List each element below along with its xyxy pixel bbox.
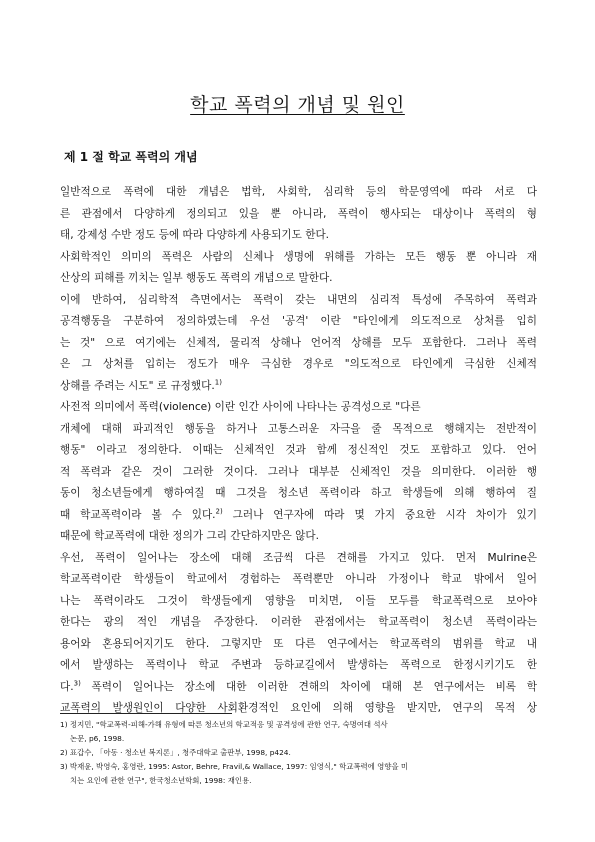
body-line <box>60 634 537 656</box>
body-line <box>60 526 537 548</box>
body-line-text: 태, 강제성 수반 정도 등에 따라 다양하게 사용되기도 한다. <box>60 229 330 241</box>
body-line <box>60 333 537 355</box>
footnote-line: 3) 박재윤, 박영숙, 홍영란, 1995: Astor, Behre, Fravil,& Wallace, 1997: 임영식," 학교폭력에 영향을 미 <box>60 762 409 771</box>
footnote-divider <box>60 713 232 714</box>
body-line-text: 산상의 피해를 끼치는 일부 행동도 폭력의 개념으로 말한다. <box>60 272 333 284</box>
body-line <box>60 225 537 247</box>
body-line-text: 행동" 이라고 정의한다. 이때는 신체적인 것과 함께 정신적인 것도 포함하고 있다. 언어 <box>60 444 537 456</box>
body-line-text: 교폭력의 발생원인이 다양한 사회환경적인 요인에 의해 영향을 받지만, 연구의 목적 상 <box>60 702 537 714</box>
footnote-marker: 2) <box>215 506 223 515</box>
body-line <box>60 591 537 613</box>
body-line <box>60 182 537 204</box>
body-line-text: 용어와 혼용되어지기도 한다. 그렇지만 또 다른 연구에서는 학교폭력의 범위를 학교 내 <box>60 637 537 650</box>
body-line <box>60 548 537 570</box>
footnote-marker: 1) <box>214 377 222 386</box>
body-line <box>60 698 537 720</box>
body-line-text: 적 폭력과 같은 것이 그러한 것이다. 그러나 대부분 신체적인 것을 의미한다. 이러한 행 <box>60 465 537 478</box>
body-line <box>60 483 537 505</box>
body-line-text: 은 그 상처를 입히는 정도가 매우 극심한 경우로 "의도적으로 타인에게 극심한 신체적 <box>60 358 537 370</box>
body-line-text: 나는 폭력이라도 그것이 학생들에게 영향을 미치면, 이들 모두를 학교폭력으로 보아야 <box>60 594 537 607</box>
body-line <box>60 311 537 333</box>
body-line-text: 사전적 의미에서 폭력(violence) 이란 인간 사이에 나타나는 공격성으로 "다른 <box>60 401 421 413</box>
body-line-text: 개체에 대해 파괴적인 행동을 하거나 고통스러운 자극을 줄 목적으로 행해지는 전반적이 <box>60 422 537 435</box>
page-title-text: 학교 폭력의 개념 및 원인 <box>190 94 405 116</box>
body-line <box>60 290 537 312</box>
body-line-text: 일반적으로 폭력에 대한 개념은 법학, 사회학, 심리학 등의 학문영역에 따라 서로 다 <box>60 186 537 198</box>
body-line <box>60 569 537 591</box>
body-line-tail: 폭력이 일어나는 장소에 대한 이러한 견해의 차이에 대해 본 연구에서는 비록 학 <box>80 680 537 693</box>
section-heading: 제 1 절 학교 폭력의 개념 <box>64 150 198 164</box>
page-title <box>0 90 595 117</box>
body-line <box>60 204 537 226</box>
body-line-text: 공격행동을 구분하여 정의하였는데 우선 '공격' 이란 "타인에게 의도적으로 상처를 입히 <box>60 315 537 327</box>
body-line <box>60 376 537 398</box>
body-line-tail: 그러나 연구자에 따라 몇 가지 중요한 시각 차이가 있기 <box>222 508 537 521</box>
body-line <box>60 612 537 634</box>
body-line <box>60 655 537 677</box>
body-line <box>60 268 537 290</box>
body-line <box>60 354 537 376</box>
body-line-text: 우선, 폭력이 일어나는 장소에 대해 조금씩 다른 견해를 가지고 있다. 먼저 Mulrine은 <box>60 551 537 564</box>
body-line-text: 이에 반하여, 심리학적 측면에서는 폭력이 갖는 내면의 심리적 특성에 주목하여 폭력과 <box>60 293 537 306</box>
body-line <box>60 247 537 269</box>
body-line <box>60 462 537 484</box>
footnotes <box>60 718 540 788</box>
body-line-text: 른 관점에서 다양하게 정의되고 있을 뿐 아니라, 폭력이 행사되는 대상이나 폭력의 형 <box>60 207 537 220</box>
body-text <box>60 182 537 720</box>
body-line <box>60 397 537 419</box>
footnote-line: 1) 정지민, "학교폭력-피해-가해 유형에 따른 청소년의 학교적응 및 공격성에 관한 연구, 숙명여대 석사 <box>60 720 388 729</box>
body-line <box>60 505 537 527</box>
body-line-text: 사회학적인 의미의 폭력은 사람의 신체나 생명에 위해를 가하는 모든 행동 뿐 아니라 재 <box>60 250 537 263</box>
body-line-text: 한다는 광의 적인 개념을 주장한다. 이러한 관점에서는 학교폭력이 청소년 폭력이라는 <box>60 616 537 628</box>
footnote-line: 논문, p6, 1998. <box>70 734 125 743</box>
body-line-text: 때문에 학교폭력에 대한 정의가 그리 간단하지만은 않다. <box>60 530 319 542</box>
body-line-text: 다. <box>60 680 74 693</box>
body-line-text: 에서 발생하는 폭력이나 학교 주변과 등하교길에서 발생하는 폭력으로 한정시키기도 한 <box>60 659 537 671</box>
body-line <box>60 677 537 699</box>
body-line-text: 동이 청소년들에게 행하여질 때 그것을 청소년 폭력이라 하고 학생들에 의해 행하여 질 <box>60 487 537 499</box>
footnote-marker: 3) <box>73 678 81 687</box>
body-line <box>60 440 537 462</box>
body-line <box>60 419 537 441</box>
body-line-text: 는 것" 으로 여기에는 신체적, 물리적 상해나 언어적 상해를 모두 포함한다. 그러나 폭력 <box>60 336 537 349</box>
footnote-line: 2) 표갑수, 「아동 · 청소년 복지론」, 청주대학교 출판부, 1998, p424. <box>60 748 291 757</box>
body-line-text: 상해를 주려는 시도" 로 규정했다. <box>60 379 215 392</box>
body-line-text: 학교폭력이란 학생들이 학교에서 경험하는 폭력뿐만 아니라 가정이나 학교 밖에서 일어 <box>60 573 537 585</box>
body-line-text: 때 학교폭력이라 볼 수 있다. <box>60 508 216 521</box>
footnote-line: 치는 요인에 관한 연구", 한국청소년학회, 1998: 재인용. <box>70 776 252 785</box>
